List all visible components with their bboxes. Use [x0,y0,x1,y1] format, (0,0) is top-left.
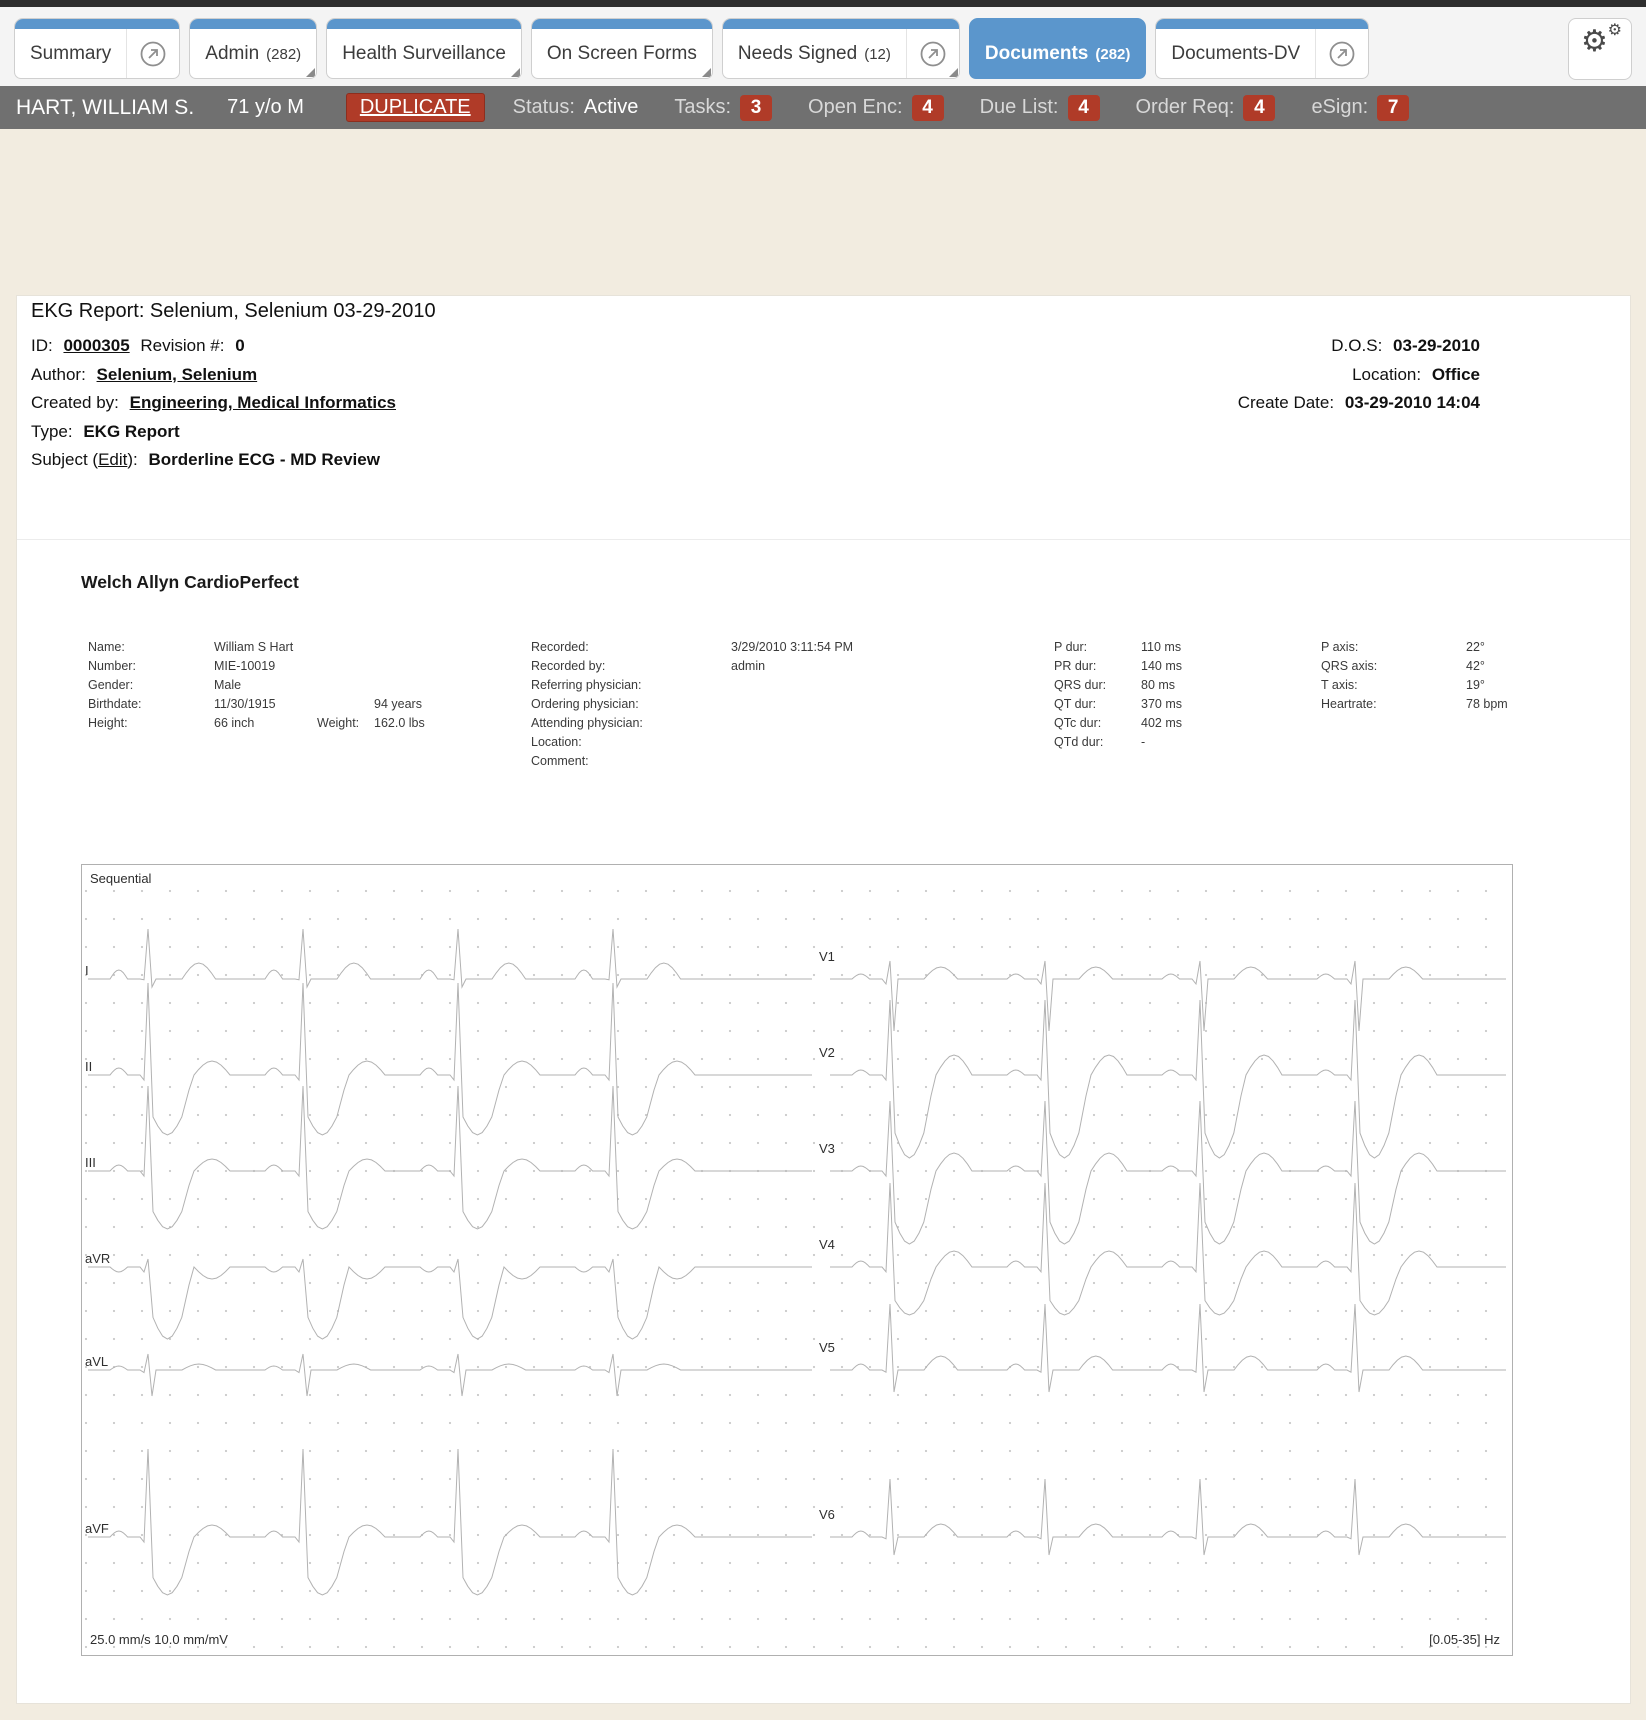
document-panel [16,295,1631,1704]
field-value: 66 inch [214,716,255,730]
document-meta [31,332,396,475]
tab-count: (12) [864,45,891,63]
tab-label: Admin [205,42,260,64]
ecg-mode-label: Sequential [90,871,152,886]
top-border [0,0,1646,7]
created-by-link[interactable]: Engineering, Medical Informatics [129,393,397,412]
lead-label-ii: II [85,1059,93,1074]
gear-icon: ⚙ [1581,25,1608,58]
lead-label-avf: aVF [85,1521,109,1536]
due-list-label: Due List: [979,96,1059,118]
field-label: Attending physician: [531,716,643,730]
report-row [1321,697,1551,716]
lead-label-avl: aVL [85,1354,109,1369]
patient-name: HART, WILLIAM S. [16,95,195,119]
field-label: Ordering physician: [531,697,639,711]
lead-label-avr: aVR [85,1251,111,1266]
field-label: QTd dur: [1054,735,1104,749]
dos-value: 03-29-2010 [1393,336,1480,355]
tab-on-screen-forms[interactable] [531,18,713,79]
ecg-trace [88,1354,812,1396]
tab-documents-dv[interactable] [1155,18,1369,79]
esign-label: eSign: [1311,96,1369,118]
field-value: 80 ms [1141,678,1176,692]
field-label: Comment: [531,754,589,768]
document-title: EKG Report: Selenium, Selenium 03-29-2010 [31,300,436,322]
field-label: P axis: [1321,640,1359,654]
field-label: Weight: [317,716,360,730]
report-row [88,659,518,678]
id-label: ID: [31,336,53,355]
lead-label-v1: V1 [819,949,835,964]
report-row [531,754,1011,773]
created-by-label: Created by: [31,393,119,412]
document-meta-right [1238,332,1480,418]
report-row [1054,716,1294,735]
report-row [531,678,1011,697]
subject-edit-link[interactable]: Edit [98,450,128,469]
patient-header-bar [0,86,1646,129]
tabs-container [14,18,1632,80]
subject-label: Subject ( [31,450,99,469]
ecg-waveforms [82,865,1512,1655]
lead-label-v5: V5 [819,1340,835,1355]
location-label: Location: [1352,364,1422,384]
field-value: 94 years [374,697,422,711]
field-label: QT dur: [1054,697,1097,711]
report-row [1054,735,1294,754]
ecg-trace [88,1086,812,1229]
type-row [31,418,396,447]
lead-label-v2: V2 [819,1045,835,1060]
field-value: 3/29/2010 3:11:54 PM [731,640,854,654]
create-date-value: 03-29-2010 14:04 [1344,393,1480,412]
field-label: Referring physician: [531,678,642,692]
field-label: Location: [531,735,582,749]
tab-admin[interactable] [189,18,317,79]
open-enc-count-badge[interactable]: 4 [912,95,944,121]
type-value: EKG Report [83,421,180,441]
tab-label: Health Surveillance [342,42,506,64]
field-value: 402 ms [1141,716,1182,730]
ecg-trace [830,1101,1506,1244]
tab-accent-strip [327,19,521,29]
location-value: Office [1431,364,1480,384]
tab-label: Summary [30,42,112,64]
report-row [1054,659,1294,678]
dropdown-corner-icon [949,68,958,77]
axes-table [1321,640,1551,716]
field-value: admin [731,659,766,673]
tab-label: On Screen Forms [546,42,697,64]
ecg-trace [830,1479,1506,1555]
settings-button[interactable] [1568,18,1632,80]
ecg-filter-label: [0.05-35] Hz [1429,1632,1500,1647]
field-label: Name: [88,640,125,654]
patient-demographics-table [88,640,518,735]
tab-label: Documents [984,42,1089,64]
ecg-trace [88,1259,812,1339]
report-row [1321,640,1551,659]
lead-label-v6: V6 [819,1507,835,1522]
field-label: Number: [88,659,136,673]
tab-accent-strip [190,19,316,29]
report-row [531,697,1011,716]
due-list-count-badge[interactable]: 4 [1068,95,1100,121]
external-link-icon [139,40,167,68]
external-link-icon [919,40,947,68]
report-row [531,659,1011,678]
order-req-group [1136,95,1276,121]
report-row [531,716,1011,735]
esign-group [1311,95,1409,121]
report-row [1321,678,1551,697]
report-row [1054,640,1294,659]
field-value: 78 bpm [1466,697,1508,711]
tab-count: (282) [266,45,302,63]
dropdown-corner-icon [511,68,520,77]
patient-age-sex: 71 y/o M [227,96,304,118]
subject-value: Borderline ECG - MD Review [148,450,380,469]
tab-label: Documents-DV [1171,42,1301,64]
dropdown-corner-icon [702,68,711,77]
subject-row [31,446,396,475]
report-vendor-title: Welch Allyn CardioPerfect [81,572,299,592]
report-row [88,678,518,697]
field-value: Male [214,678,242,692]
tab-accent-strip [532,19,712,29]
tasks-label: Tasks: [674,96,732,118]
field-value: 162.0 lbs [374,716,425,730]
field-label: QRS dur: [1054,678,1107,692]
field-value: 22° [1466,640,1485,654]
field-label: Recorded by: [531,659,606,673]
revision-value: 0 [235,336,245,355]
field-value: 140 ms [1141,659,1182,673]
order-req-label: Order Req: [1135,96,1235,118]
report-row [531,735,1011,754]
external-link-icon [1328,40,1356,68]
tab-bar [0,7,1646,86]
tab-accent-strip [723,19,959,29]
report-row [88,697,518,716]
subject-label-suffix: ): [127,450,138,469]
open-in-new-window-button[interactable] [126,29,179,78]
report-row [88,716,518,735]
tab-documents[interactable] [969,18,1147,79]
field-label: QRS axis: [1321,659,1378,673]
tab-summary[interactable] [14,18,180,79]
ecg-trace [88,929,812,987]
field-value: MIE-10019 [214,659,276,673]
gear-icon: ⚙ [1607,22,1622,39]
author-link[interactable]: Selenium, Selenium [96,364,258,384]
field-value: 11/30/1915 [214,697,276,711]
field-value: - [1141,735,1146,749]
id-row [31,332,396,361]
tasks-count-badge[interactable]: 3 [740,95,772,121]
field-label: Birthdate: [88,697,142,711]
dropdown-corner-icon [306,68,315,77]
document-id-link[interactable]: 0000305 [63,336,130,355]
ecg-trace [88,983,812,1135]
open-enc-group [808,95,944,121]
field-value: 110 ms [1141,640,1182,654]
tab-health-surveillance[interactable] [326,18,522,79]
type-label: Type: [31,421,73,441]
report-divider [17,539,1630,540]
field-label: Gender: [88,678,134,692]
field-label: QTc dur: [1054,716,1102,730]
author-row [31,361,396,390]
tasks-group [674,95,772,121]
report-row [1321,659,1551,678]
recording-info-table [531,640,1011,773]
ecg-trace [830,1183,1506,1315]
due-list-group [980,95,1100,121]
create-date-row [1238,389,1480,418]
report-row [1054,697,1294,716]
tab-count: (282) [1095,45,1131,63]
ecg-strip-chart [81,864,1513,1656]
field-value: 19° [1466,678,1485,692]
esign-count-badge[interactable]: 7 [1377,95,1409,121]
field-label: T axis: [1321,678,1358,692]
ecg-trace [830,1304,1506,1392]
ecg-trace [88,1449,812,1595]
tab-accent-strip [970,19,1146,29]
status-label: Status: [512,96,575,118]
field-label: PR dur: [1054,659,1097,673]
ecg-trace [830,961,1506,1031]
ecg-calibration-label: 25.0 mm/s 10.0 mm/mV [90,1632,228,1647]
field-label: Heartrate: [1321,697,1377,711]
revision-label: Revision #: [140,336,225,355]
tab-accent-strip [1156,19,1368,29]
status-value: Active [583,96,639,118]
intervals-table [1054,640,1294,754]
tab-accent-strip [15,19,179,29]
author-label: Author: [31,364,86,384]
tab-needs-signed[interactable] [722,18,960,79]
create-date-label: Create Date: [1237,393,1335,412]
location-row [1238,361,1480,390]
field-value: William S Hart [214,640,294,654]
ecg-trace [830,1000,1506,1158]
field-label: Recorded: [531,640,589,654]
status-group [513,96,639,119]
duplicate-flag-button[interactable]: DUPLICATE [346,93,485,122]
lead-label-iii: III [85,1155,96,1170]
dos-label: D.O.S: [1331,336,1383,355]
report-row [88,640,518,659]
open-in-new-window-button[interactable] [1315,29,1368,78]
dos-row [1238,332,1480,361]
lead-label-i: I [85,963,89,978]
lead-label-v4: V4 [819,1237,835,1252]
lead-label-v3: V3 [819,1141,835,1156]
field-label: Height: [88,716,128,730]
report-row [531,640,1011,659]
created-by-row [31,389,396,418]
open-enc-label: Open Enc: [808,96,903,118]
field-value: 370 ms [1141,697,1182,711]
field-value: 42° [1466,659,1485,673]
field-label: P dur: [1054,640,1088,654]
report-row [1054,678,1294,697]
tab-label: Needs Signed [737,42,858,64]
order-req-count-badge[interactable]: 4 [1243,95,1275,121]
